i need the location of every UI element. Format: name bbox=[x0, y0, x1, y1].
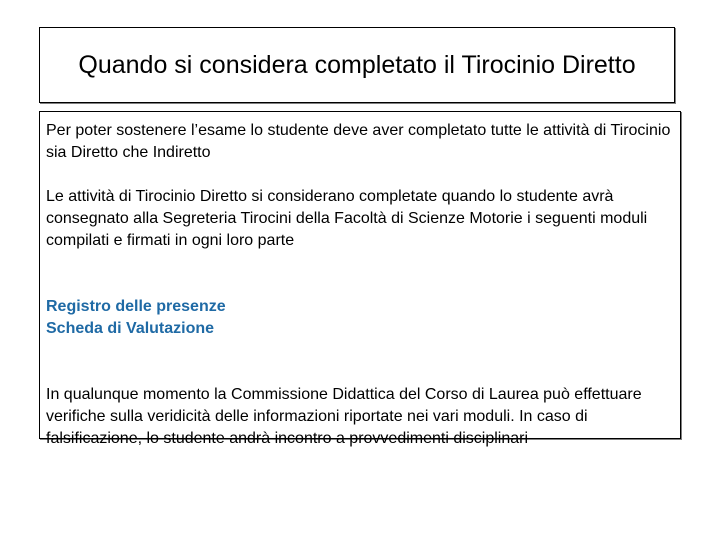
module-link-registro-presenze[interactable]: Registro delle presenze bbox=[46, 298, 226, 315]
modules-list bbox=[46, 296, 674, 340]
completion-paragraph: Le attività di Tirocinio Diretto si considerano completate quando lo studente avrà consegnato alla Segreteria Tirocini della Facoltà di Scienze Motorie i seguenti moduli compilati e firmati in ogni loro parte bbox=[46, 188, 648, 249]
slide-title: Quando si considera completato il Tirocinio Diretto bbox=[78, 50, 636, 79]
title-box bbox=[39, 27, 675, 103]
verification-paragraph: In qualunque momento la Commissione Didattica del Corso di Laurea può effettuare verifiche sulla veridicità delle informazioni riportate nei vari moduli. In caso di falsificazione, lo studente andrà incontro a provvedimenti disciplinari bbox=[46, 386, 642, 447]
content-box bbox=[39, 111, 681, 447]
intro-paragraph: Per poter sostenere l’esame lo studente deve aver completato tutte le attività di Tirocinio sia Diretto che Indiretto bbox=[46, 122, 671, 161]
module-link-scheda-valutazione[interactable]: Scheda di Valutazione bbox=[46, 320, 215, 337]
